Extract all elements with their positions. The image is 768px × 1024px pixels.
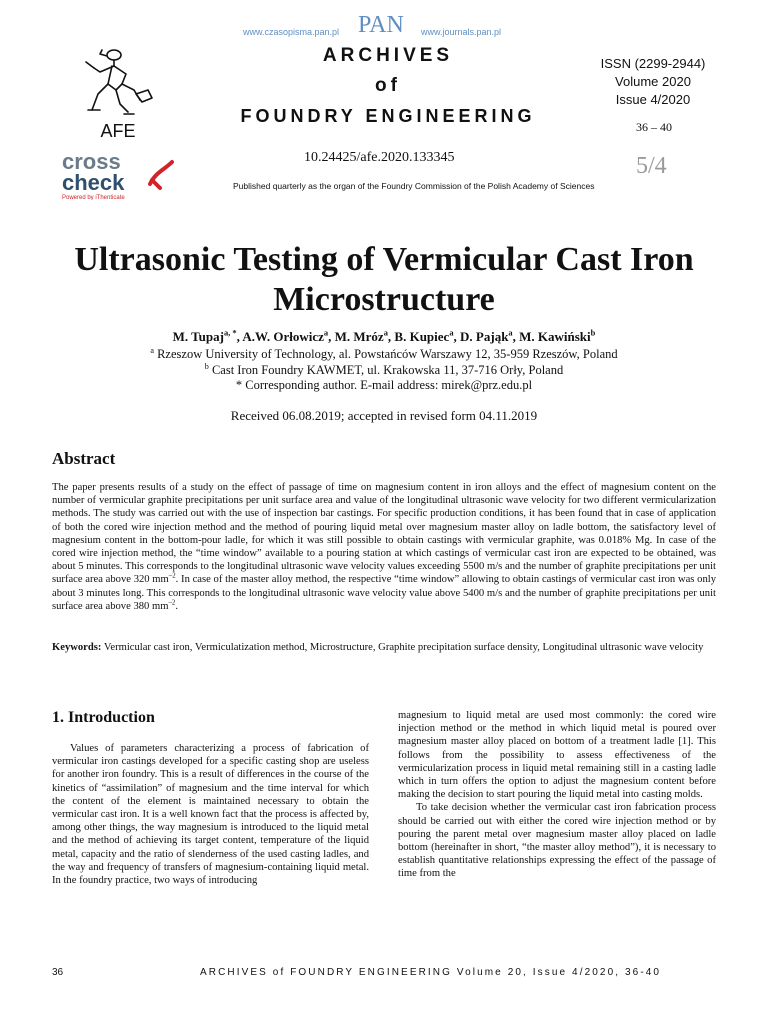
footer-running-text: ARCHIVES of FOUNDRY ENGINEERING Volume 20, Issue 4/2020, 36-40 xyxy=(200,967,662,978)
crosscheck-powered-by: Powered by iThenticate xyxy=(62,195,125,200)
keywords-text: Vermicular cast iron, Vermiculatization method, Microstructure, Graphite precipitation surface density, Longitudinal ultrasonic wave velocity xyxy=(101,642,704,653)
author-name: , M. Mróz xyxy=(328,329,384,344)
abstract-superscript: –2 xyxy=(168,572,176,580)
issue: Issue 4/2020 xyxy=(615,92,691,107)
paragraph: Values of parameters characterizing a process of fabrication of vermicular iron castings developed for a specific casting shop are useless for another iron foundry. This is a result of differences in the course of the kinetics of “assimilation” of magnesium and the time interval for which the content of the element is maintained necessary to obtain the vermicular cast iron. It is a well known fact that the process is affected by, among other things, the way magnesium is introduced to the liquid metal and the method of achieving its target content, temperature of the liquid metal, capacity and the ratio of slenderness of the used casting ladles, and the way and frequency of transfers of magnesium-containing liquid metal. In the foundry practice, two ways of introducing xyxy=(52,743,369,887)
affiliation-text: Rzeszow University of Technology, al. Powstańców Warszawy 12, 35-959 Rzeszów, Poland xyxy=(157,347,618,361)
abstract-body xyxy=(52,481,716,613)
author-affiliation-mark: a xyxy=(449,327,454,338)
journal-title-line2: of xyxy=(375,75,401,96)
page-range: 36 – 40 xyxy=(636,120,672,134)
afe-logo-text: AFE xyxy=(100,121,136,141)
abstract-text: . xyxy=(175,600,179,612)
issn: ISSN (2299-2944) xyxy=(600,56,706,71)
abstract-text: The paper presents results of a study on the effect of passage of time on magnesium content in iron alloys and the effect of magnesium content on the number of vermicular graphite precipitations per unit surface area and value of the longitudinal ultrasonic wave velocity for two different vermicularization methods. The study was carried out with the use of inspection bar castings. For specific production conditions, it has been found that in case of application of both the cored wire injection method and the method of pouring liquid metal over magnesium master alloy on ladle bottom, the satisfactory level of magnesium content in the bottom-pour ladle, for which it was still possible to obtain castings with vermicular graphite, was 0.018% Mg. In case of the cored wire injection method, the “time window” available to a pouring station at which castings of vermicular cast iron are expected to be obtained, was about 5 minutes. This corresponds to the longitudinal ultrasonic wave velocity values exceeding 5500 m/s and the number of graphite precipitations per unit surface area above 320 mm xyxy=(52,482,716,586)
journal-title-line1: ARCHIVES xyxy=(322,45,454,66)
affiliation-mark: b xyxy=(204,361,209,371)
journal-title-line3: FOUNDRY ENGINEERING xyxy=(240,106,536,126)
crosscheck-icon xyxy=(60,150,182,200)
author-affiliation-mark: a xyxy=(383,327,388,338)
author-affiliation-mark: a xyxy=(508,327,513,338)
paragraph: To take decision whether the vermicular cast iron fabrication process should be carried out with either the cored wire injection method or by pouring the parent metal over magnesium master alloy placed on ladle bottom (hereinafter in short, “the master alloy method”), it is necessary to establish quantitative relationships expressing the effect of the passage of time from the xyxy=(398,802,716,880)
journal-title xyxy=(200,45,576,127)
crosscheck-word-cross: cross xyxy=(62,150,121,174)
affiliation-mark: a xyxy=(150,345,154,355)
author-affiliation-mark: a xyxy=(323,327,329,338)
afe-foundry-worker-icon xyxy=(78,44,158,142)
paper-title: Ultrasonic Testing of Vermicular Cast Iron Microstructure xyxy=(74,241,694,318)
affiliation-text: Cast Iron Foundry KAWMET, ul. Krakowska 11, 37-716 Orły, Poland xyxy=(211,363,564,377)
right-column xyxy=(398,709,716,881)
volume: Volume 2020 xyxy=(615,74,691,89)
pan-logo: PAN xyxy=(358,12,404,38)
article-number: 5/4 xyxy=(636,153,667,179)
abstract-heading: Abstract xyxy=(52,449,116,468)
affiliation-b xyxy=(40,363,728,378)
keywords xyxy=(52,641,716,654)
footer-page-number: 36 xyxy=(52,967,64,978)
author-affiliation-mark: b xyxy=(590,327,596,338)
author-name: , D. Pająk xyxy=(453,329,509,344)
author-name: , M. Kawiński xyxy=(512,329,591,344)
paragraph: magnesium to liquid metal are used most commonly: the cored wire injection method or the method in which liquid metal is poured over magnesium master alloy placed on bottom of a treatment ladle [1]. This follows from the possibility to assess effectiveness of the vermicularization process in liquid metal remaining still in a casting ladle which in turn offers the option to adjust the magnesium content before making the decision to start pouring the liquid metal into casting molds. xyxy=(398,710,716,801)
afe-logo xyxy=(78,44,158,142)
corresponding-author: * Corresponding author. E-mail address: mirek@prz.edu.pl xyxy=(235,378,533,392)
crosscheck-word-check: check xyxy=(62,170,125,195)
header-url-right[interactable]: www.journals.pan.pl xyxy=(421,27,502,37)
author-name: , B. Kupiec xyxy=(387,329,450,344)
author-affiliation-mark: a, * xyxy=(223,327,237,338)
crossref-crosscheck-logo[interactable] xyxy=(60,150,182,200)
left-column xyxy=(52,742,369,887)
published-note: Published quarterly as the organ of the Foundry Commission of the Polish Academy of Sciences xyxy=(233,181,595,191)
doi[interactable]: 10.24425/afe.2020.133345 xyxy=(304,150,455,165)
author-name: M. Tupaj xyxy=(172,329,224,344)
received-dates: Received 06.08.2019; accepted in revised form 04.11.2019 xyxy=(230,408,538,423)
issn-block xyxy=(588,55,718,109)
abstract-text: . In case of the master alloy method, the respective “time window” allowing to obtain castings of vermicular cast iron was only about 3 minutes long. This corresponds to the longitudinal ultrasonic wave velocity value above 5400 m/s and the number of graphite precipitations per unit surface area above 380 mm xyxy=(52,574,716,612)
keywords-label: Keywords: xyxy=(52,642,102,653)
abstract-superscript: –2 xyxy=(168,599,176,607)
author-list xyxy=(40,329,728,345)
introduction-heading: 1. Introduction xyxy=(52,709,155,726)
header-url-left[interactable]: www.czasopisma.pan.pl xyxy=(243,27,340,37)
affiliation-a xyxy=(40,347,728,362)
author-name: , A.W. Orłowicz xyxy=(236,329,324,344)
